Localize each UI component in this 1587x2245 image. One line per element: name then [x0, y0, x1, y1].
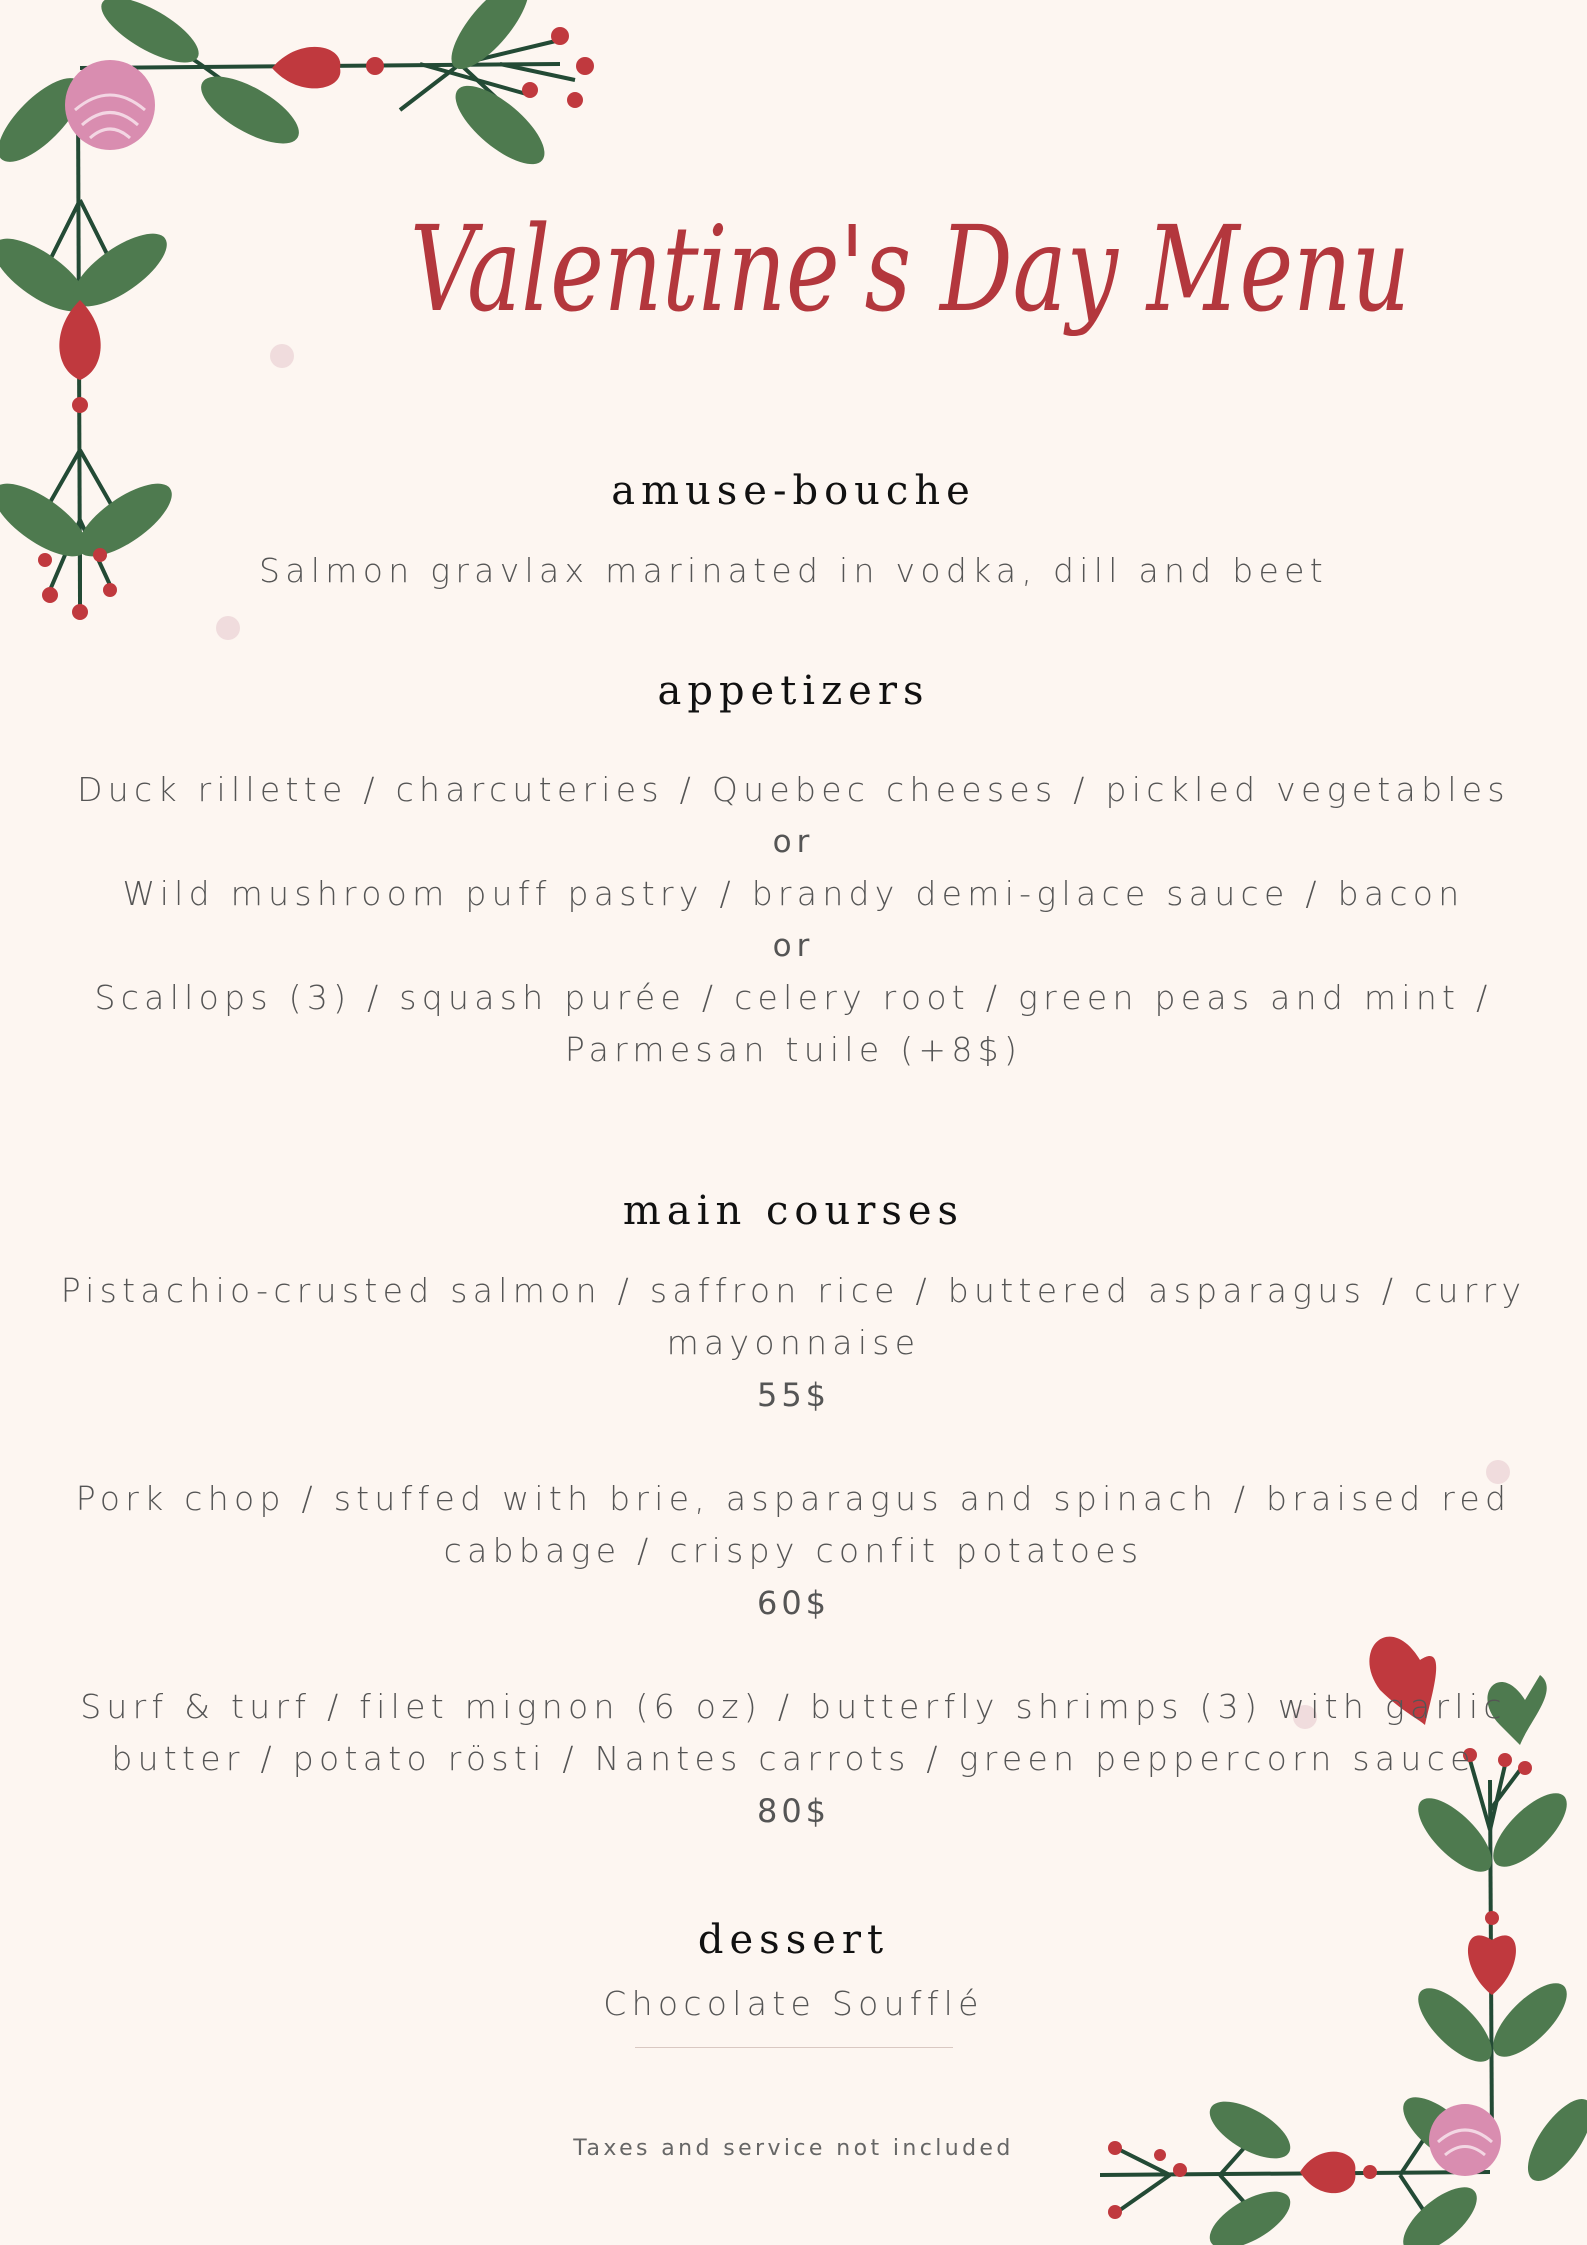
divider	[635, 2047, 953, 2048]
main-courses-heading: main courses	[622, 1188, 965, 1234]
or-separator: or	[772, 824, 815, 860]
section-dessert	[0, 1917, 1587, 1963]
amuse-bouche-item: Salmon gravlax marinated in vodka, dill and beet	[259, 551, 1328, 590]
appetizer-option: Wild mushroom puff pastry / brandy demi-glace sauce / bacon	[122, 874, 1465, 913]
main-course-item	[0, 1473, 1587, 1629]
section-appetizers	[0, 668, 1587, 714]
main-course-line2: butter / potato rösti / Nantes carrots / green peppercorn sauce	[111, 1739, 1476, 1778]
appetizers-list	[0, 764, 1587, 1076]
main-course-line1: Pork chop / stuffed with brie, asparagus and spinach / braised red	[75, 1479, 1512, 1518]
section-amuse-bouche	[0, 468, 1587, 514]
appetizer-option: Duck rillette / charcuteries / Quebec cheeses / pickled vegetables	[77, 770, 1510, 809]
dessert-heading: dessert	[697, 1917, 890, 1963]
dessert-item: Chocolate Soufflé	[603, 1984, 984, 2023]
menu-title	[360, 140, 1460, 440]
main-course-line1: Surf & turf / filet mignon (6 oz) / butterfly shrimps (3) with garlic	[80, 1687, 1507, 1726]
menu-title-text: Valentine's Day Menu	[410, 200, 1410, 338]
main-course-price: 60$	[756, 1584, 831, 1622]
main-course-line1: Pistachio-crusted salmon / saffron rice / buttered asparagus / curry	[60, 1271, 1527, 1310]
appetizers-heading: appetizers	[657, 668, 930, 714]
main-course-item	[0, 1681, 1587, 1837]
section-main-courses	[0, 1188, 1587, 1234]
main-course-price: 55$	[756, 1376, 831, 1414]
main-course-item	[0, 1265, 1587, 1421]
footer-note: Taxes and service not included	[573, 2136, 1014, 2161]
appetizer-option-cont: Parmesan tuile (+8$)	[564, 1030, 1023, 1069]
main-course-line2: cabbage / crispy confit potatoes	[443, 1531, 1144, 1570]
main-course-price: 80$	[756, 1792, 831, 1830]
appetizer-option: Scallops (3) / squash purée / celery root / green peas and mint /	[94, 978, 1493, 1017]
or-separator: or	[772, 928, 815, 964]
main-course-line2: mayonnaise	[666, 1323, 921, 1362]
amuse-bouche-heading: amuse-bouche	[611, 468, 976, 514]
